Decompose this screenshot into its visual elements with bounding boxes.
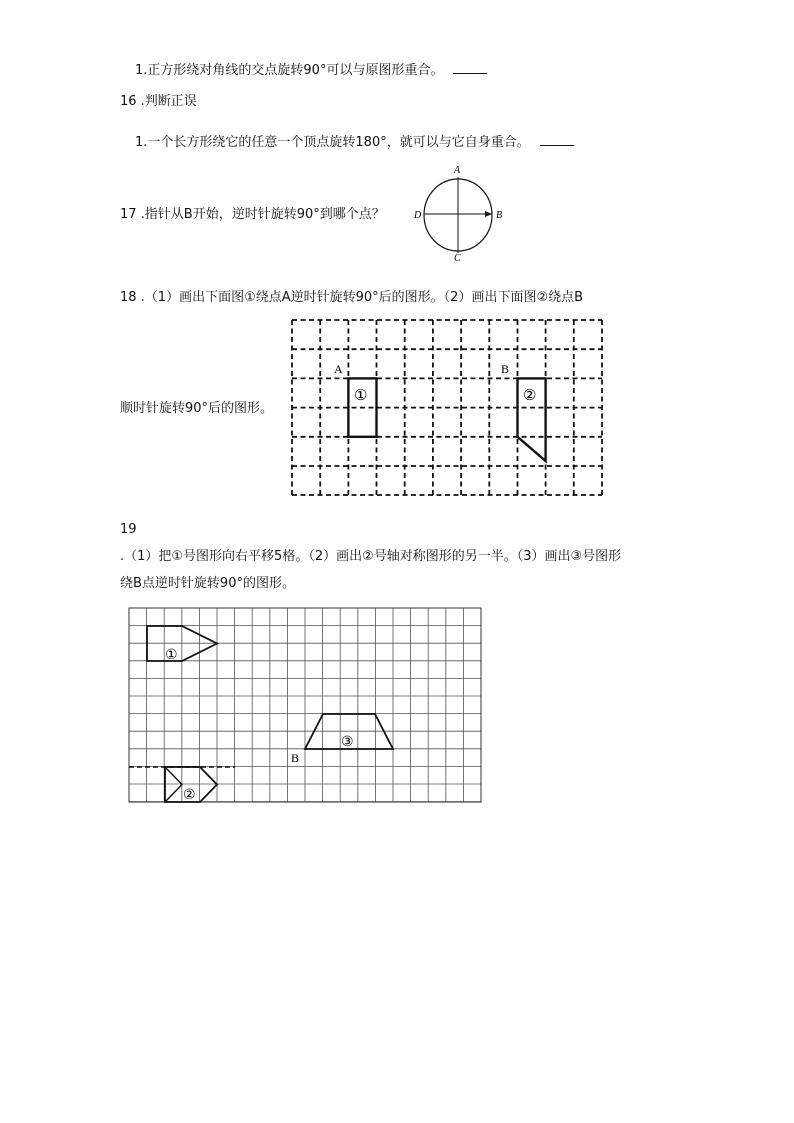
q18-dashed-grid (290, 318, 610, 498)
point-b-label: B (501, 362, 510, 376)
q19-question-line2: 绕B点逆时针旋转90°的图形。 (120, 576, 295, 591)
point-b-label: B (291, 751, 300, 765)
q19-question-line1: .（1）把①号图形向右平移5格。（2）画出②号轴对称图形的另一半。（3）画出③号图形 (120, 549, 622, 564)
q16-header: 16 .判断正误 (120, 94, 197, 109)
label-c: C (454, 253, 461, 264)
figure-2-inner-line (165, 767, 182, 802)
q15-statement: 1.正方形绕对角线的交点旋转90°可以与原图形重合。 (135, 62, 487, 79)
q19-number: 19 (120, 522, 137, 537)
q16-statement: 1.一个长方形绕它的任意一个顶点旋转180°，就可以与它自身重合。 (135, 134, 574, 151)
figure-2-number: ② (183, 788, 196, 803)
q18-question-line1: 18 .（1）画出下面图①绕点A逆时针旋转90°后的图形。（2）画出下面图②绕点B (120, 290, 584, 305)
q17-question: 17 .指针从B开始，逆时针旋转90°到哪个点？ (120, 207, 385, 222)
label-b: B (496, 210, 503, 221)
point-a-label: A (334, 362, 343, 376)
q18-question-line2: 顺时针旋转90°后的图形。 (120, 401, 274, 416)
arrowhead-icon (485, 211, 492, 217)
figure-2-number: ② (523, 388, 537, 404)
grid-lines (129, 608, 481, 802)
q19-square-grid (128, 607, 488, 812)
figure-1-number: ① (165, 648, 178, 663)
figure-1-number: ① (354, 388, 368, 404)
answer-blank[interactable] (453, 62, 487, 74)
answer-blank[interactable] (540, 134, 574, 146)
label-a: A (454, 165, 461, 176)
label-d: D (414, 210, 422, 221)
clock-dial-figure (410, 163, 510, 263)
dashed-grid-lines (292, 320, 602, 495)
figure-3-number: ③ (341, 735, 354, 750)
